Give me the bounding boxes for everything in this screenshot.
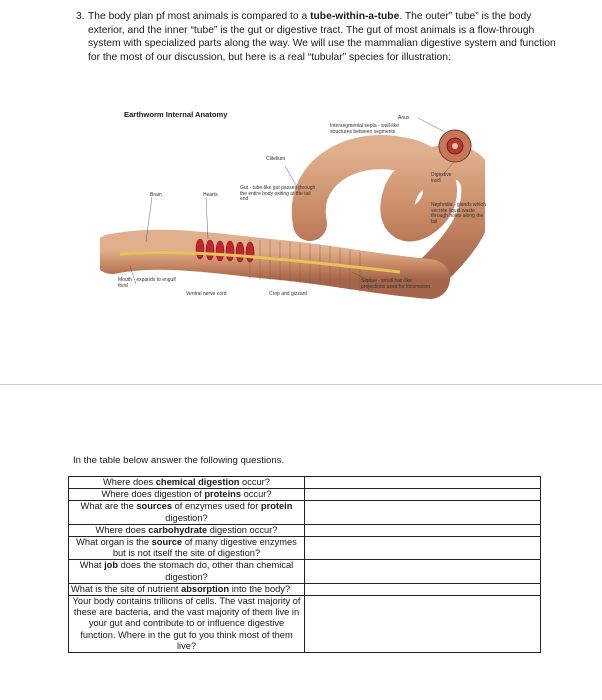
question-cell: Your body contains trillions of cells. The vast majority of these are bacteria, and the vast majority of them live in your gut and contribute to or influence digestive function. Where in the gut fo you think most of them live? <box>69 596 305 653</box>
table-row <box>69 583 541 595</box>
table-row <box>69 477 541 489</box>
label-septae: Septae - small hair-like projections used for locomotion <box>361 278 431 290</box>
table-row <box>69 524 541 536</box>
question-number: 3. <box>76 11 85 22</box>
table-row <box>69 596 541 653</box>
question-table <box>68 476 541 653</box>
label-gut: Gut - tube-like gut passes through the entire body exiting at the tail end <box>240 185 316 203</box>
label-digestive-tract: Digestive tract <box>431 172 452 184</box>
table-row <box>69 489 541 501</box>
table-row <box>69 560 541 583</box>
label-crop: Crop and gizzard <box>269 291 308 297</box>
table-row <box>69 537 541 560</box>
question-cell: Where does carbohydrate digestion occur? <box>69 524 305 536</box>
question-cell: What are the sources of enzymes used for protein digestion? <box>69 501 305 524</box>
divider <box>0 384 602 385</box>
label-mouth: Mouth - expands to engulf food <box>118 277 176 289</box>
label-anus: Anus <box>398 115 410 121</box>
label-hearts: Hearts <box>203 192 218 198</box>
label-intersegmental: Intersegmental septa - wall-like structures between segments <box>330 123 399 135</box>
question-cell: What organ is the source of many digestive enzymes but is not itself the site of digestion? <box>69 537 305 560</box>
answer-cell[interactable] <box>305 537 541 560</box>
label-clitellum: Clitellum <box>266 156 286 162</box>
figure-title: Earthworm Internal Anatomy <box>124 110 228 119</box>
answer-cell[interactable] <box>305 489 541 501</box>
question-cell: What is the site of nutrient absorption into the body? <box>69 583 305 595</box>
question-cell: What job does the stomach do, other than chemical digestion? <box>69 560 305 583</box>
answer-cell[interactable] <box>305 501 541 524</box>
question-text-2: . The outer” tube” is the body exterior, and the inner “tube” is the gut or digestive tract. The gut of most animals is a flow-through system with specialized parts along the way. We will use the mammalian digestive system and function for the most of our discussion, but here is a real “tubular” species for illustration: <box>88 11 556 63</box>
question-3 <box>76 10 558 64</box>
label-nephridia: Nephridia - glands which secrete liquid waste through holes along the tail <box>431 202 486 225</box>
answer-cell[interactable] <box>305 524 541 536</box>
question-text-1: The body plan pf most animals is compared to a <box>88 11 311 22</box>
answer-cell[interactable] <box>305 477 541 489</box>
answer-cell[interactable] <box>305 583 541 595</box>
question-bold-term: tube-within-a-tube <box>310 11 400 22</box>
table-row <box>69 501 541 524</box>
question-cell: Where does chemical digestion occur? <box>69 477 305 489</box>
answer-cell[interactable] <box>305 596 541 653</box>
label-ventral-nerve: Ventral nerve cord <box>186 291 227 297</box>
answer-cell[interactable] <box>305 560 541 583</box>
label-brain: Brain <box>150 192 162 198</box>
worm-body <box>112 250 430 279</box>
question-cell: Where does digestion of proteins occur? <box>69 489 305 501</box>
table-intro: In the table below answer the following questions. <box>73 455 285 466</box>
